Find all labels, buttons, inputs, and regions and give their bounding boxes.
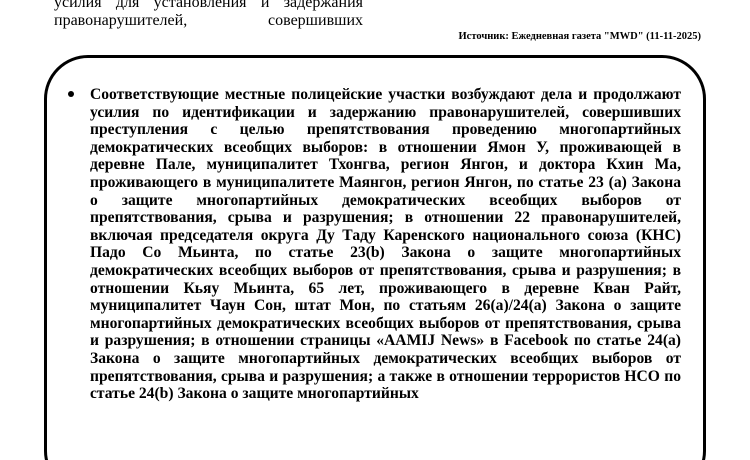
source-citation: Источник: Ежедневная газета "MWD" (11-11-2025): [458, 31, 701, 42]
bullet-dot-icon: [68, 91, 74, 97]
fragment-line-1: усилия для установления и задержания: [54, 0, 363, 11]
fragment-line-2: правонарушителей, совершивших: [54, 12, 363, 29]
bullet-paragraph: Соответствующие местные полицейские участки возбуждают дела и продолжают усилия по идентификации и задержанию правонарушителей, совершивших преступления с целью препятствования проведению многопартийных демократических всеобщих выборов: в отношении Ямон У, проживающей в деревне Пале, муниципалитет Тхонгва, регион Янгон, и доктора Кхин Ма, проживающего в муниципалитете Маянгон, регион Янгон, по статье 23 (а) Закона о защите многопартийных демократических всеобщих выборов от препятствования, срыва и разрушения; в отношении 22 правонарушителей, включая председателя округа Ду Таду Каренского национального союза (КНС) Падо Со Мьинта, по статье 23(b) Закона о защите многопартийных демократических всеобщих выборов от препятствования, срыва и разрушения; в отношении Кьяу Мьинта, 65 лет, проживающего в деревне Кван Райт, муниципалитет Чаун Сон, штат Мон, по статьям 26(а)/24(а) Закона о защите многопартийных демократических всеобщих выборов от препятствования, срыва и разрушения; в отношении страницы «AAMIJ News» в Facebook по статье 24(а) Закона о защите многопартийных демократических всеобщих выборов от препятствования, срыва и разрушения; а также в отношении террористов НСО по статье 24(b) Закона о защите многопартийных: [90, 86, 681, 403]
previous-paragraph-fragment: [54, 0, 363, 30]
